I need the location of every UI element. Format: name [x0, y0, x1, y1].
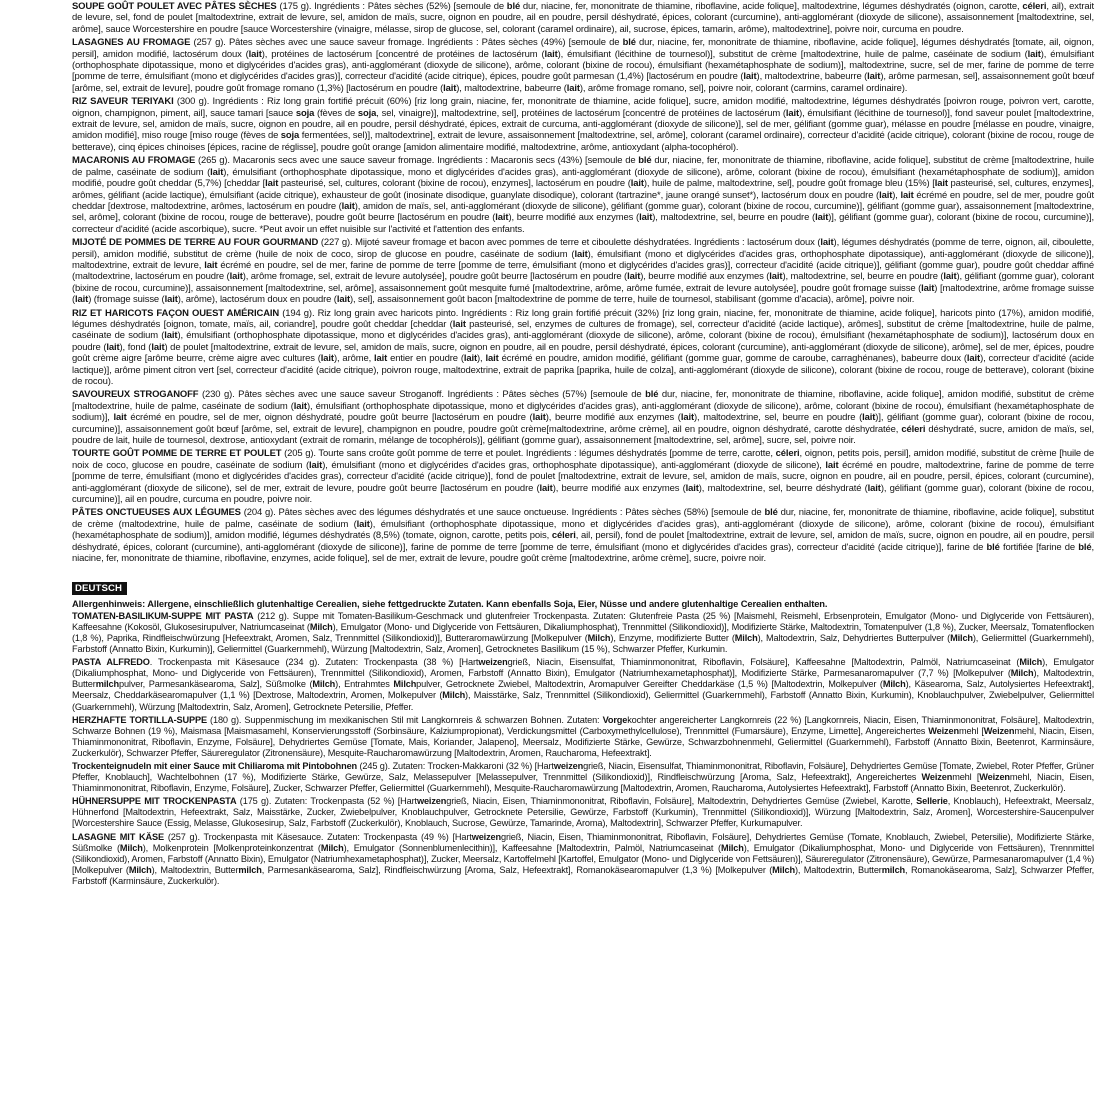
allergen-highlight: lait [680, 412, 694, 424]
allergen-highlight: lait [75, 294, 89, 306]
allergen-highlight: lait [867, 71, 881, 83]
allergen-highlight: lait [769, 271, 783, 283]
allergen-highlight: blé [506, 1, 521, 12]
ingredient-text: (204 g). Pâtes sèches avec des légumes déshydratés et une sauce onctueuse. Ingrédients : Pâtes sèches (58%) [semoule de blé dur, niacine, fer, mononitrate de thiamine, riboflavine, acide folique], substitut de crème (maltodextrine, huile de palme, caséinate de sodium (lait), émulsifiant (orthophosphate dipotassique, mono et diglycérides d'acides gras), anti-agglomérant (dioxyde de silicone), arôme, colorant (bixine de rocou), émulsifiant (hexamétaphosphate de sodium)], amidon modifié, légumes déshydratés (8,5%) (tomate, oignon, carotte, petits pois, céleri, ail, persil), fond de poulet [maltodextrine, extrait de levure, sel, amidon de maïs, sucre, oignon en poudre, ail en poudre, persil déshydraté, épices, colorant (curcumine), anti-agglomérant (dioxyde de silicone)], farine de pomme de terre [pomme de terre, émulsifiant (mono et diglycérides d'acides gras), correcteur d'acidité (acide citrique)], farine de blé fortifiée [farine de blé, niacine, fer, mononitrate de thiamine, riboflavine, enzymes, acide folique], sel de mer, extrait de levure, poudre goût crème [maltodextrine, arôme crème], sucre, poivre noir. [72, 507, 1095, 565]
allergen-highlight: lait [532, 412, 546, 424]
german-ingredient-list [72, 578, 1094, 888]
allergen-highlight: Weizen [928, 725, 959, 736]
allergen-highlight: lait [229, 271, 243, 283]
allergen-highlight: blé [764, 507, 778, 519]
allergen-highlight: lait [463, 353, 478, 365]
allergen-highlight: blé [645, 389, 659, 401]
ingredient-text: (180 g). Suppenmischung im mexikanischen Stil mit Langkornreis & schwarzen Bohnen. Zutaten: Vorgekochter angereicherter Langkornreis (22 %) [Langkornreis, Niacin, Eisen, Thiaminmononitrat, Folsäure], Maltodextrin, Schwarze Bohnen (19 %), Maismasa [Maismasamehl, Konservierungsstoff (Sorbinsäure, Kalziumpropionat), Verdickungsmittel (Carboxymethylcellulose), Trennmittel (Fumarsäure), Enzyme, Limette], Angereichertes Weizenmehl [Weizenmehl, Niacin, Eisen, Thiaminmononitrat, Riboflavin, Enzyme, Folsäure], Dehydriertes Gemüse [Tomate, Mais, Koriander, Jalapeno], Meersalz, Modifizierte Stärke, Gewürze, Schwarzbohnenmehl, Geliermittel (Guarkernmehl), Farbstoff (Annatto Bixin, Beetenrot, Karminsäure, Zuckerkulör), Schwarzer Pfeffer, Säureregulator (Zitronensäure), Mesquite-Raucharomawürzung [Maltodextrin, Aromen, Raucharoma, Hefeextrakt]. [72, 714, 1095, 758]
allergen-highlight: lait [210, 166, 224, 178]
allergen-highlight: Weizen [979, 772, 1010, 783]
allergen-highlight: lait [443, 82, 457, 94]
allergen-highlight: lait [566, 82, 580, 94]
allergen-highlight: Milch [309, 621, 333, 632]
ingredient-text: (212 g). Suppe mit Tomaten-Basilikum-Geschmack und glutenfreier Trockenpasta. Zutaten: Glutenfreie Pasta (25 %) [Maismehl, Reismehl, Erbsenprotein, Emulgator (Mono- und Diglyceride von Fettsäuren), Kaffeesahne (Kokosöl, Glukosesirupulver, Natriumcaseinat (Milch), Emulgator (Mono- und Diglyceride von Fettsäuren, Dikaliumphosphat), Trennmittel (Silikondioxid)], Modifizierte Stärke, Maltodextrin, Tomatenpulver (1,8 %), Zucker, Meersalz, Tomatenflocken (1,8 %), Paprika, Rindfleischwürzung [Hefeextrakt, Aromen, Salz, Trennmittel (Silikondioxid)], Butteraromawürzung [Molkepulver (Milch), Enzyme, modifizierte Butter (Milch), Maltodextrin, Salz, Dehydriertes Butterpulver (Milch), Geliermittel (Guarkernmehl), Farbstoff (Annatto Bixin, Kurkumin)], Geliermittel (Guarkernmehl), Würzung [Maltodextrin, Salz, Aromen], Getrocknetes Basilikum (15 %), Schwarzer Pfeffer, Kurkumin. [72, 610, 1094, 655]
product-name: MACARONIS AU FROMAGE [72, 155, 196, 167]
allergen-highlight: lait [151, 341, 165, 353]
allergen-highlight: Milch [882, 679, 906, 690]
french-ingredient-list [72, 1, 1094, 565]
allergen-highlight: soja [357, 107, 377, 119]
allergen-highlight: céleri [551, 530, 576, 542]
allergen-highlight: lait [248, 48, 262, 60]
allergen-highlight: lait [627, 271, 641, 283]
product-entry [72, 308, 1094, 388]
product-entry [72, 448, 1094, 505]
allergen-highlight: lait [685, 482, 699, 494]
allergen-highlight: lait [820, 237, 834, 249]
product-entry [72, 37, 1094, 94]
ingredient-text: (257 g). Pâtes sèches avec une sauce saveur fromage. Ingrédients : Pâtes sèches (49%) [semoule de blé dur, niacine, fer, mononitrate de thiamine, riboflavine, acide folique], légumes déshydratés [tomate, ail, oignon, persil], amidon modifié, lactosérum doux (lait), protéines de lactosérum [concentré de protéines de lactosérum (lait), émulsifiant (lécithine de tournesol)], substitut de crème [maltodextrine, huile de palme, caséinate de sodium (lait), émulsifiant (orthophosphate dipotassique, mono et diglycérides d'acides gras), anti-agglomérant (dioxyde de silicone), arôme, colorant (bixine de rocou), émulsifiant (hexamétaphosphate de sodium)], maltodextrine, sucre, sel de mer, farine de pomme de terre [pomme de terre, émulsifiant (mono et diglycérides d'acides gras)], correcteur d'acidité (acide citrique), épices, poudre goût parmesan (1,4%) [lactosérum en poudre (lait), maltodextrine, babeurre (lait), arôme parmesan, sel], assaisonnement goût bœuf [arôme, sel, extrait de levure], poudre goût fromage romano (1,3%) [lactosérum en poudre (lait), maltodextrine, babeurre (lait), arôme fromage romano, sel], poivre noir, colorant (carmins, caramel ordinaire). [72, 37, 1095, 94]
allergen-highlight: lait [204, 259, 218, 271]
allergen-highlight: lait [309, 459, 323, 471]
allergen-highlight: blé [638, 155, 652, 167]
product-name: Trockenteignudeln mit einer Sauce mit Chiliaroma mit Pintobohnen [72, 761, 358, 772]
ingredient-text: (300 g). Ingrédients : Riz long grain fortifié précuit (60%) [riz long grain, niacine, fer, mononitrate de thiamine, acide folique], sucre, amidon modifié, maltodextrine, légumes déshydratés [poivron rouge, poivron vert, carotte, oignon, champignon, piment, ail], sauce tamari [sauce soja (fèves de soja, sel, vinaigre)], maltodextrine, sel], protéines de lactosérum [concentré de protéines de lactosérum (lait), émulsifiant (lécithine de tournesol)], fond saveur poulet [maltodextrine, extrait de levure, sel, amidon de maïs, sucre, oignon en poudre, ail en poudre, persil déshydraté, épices, extrait de curcuma, anti-agglomérant (dioxyde de silicone)], sel de mer, gélifiant (gomme guar), mélasse en poudre [mélasse en poudre, vinaigre, amidon modifié], miso rouge [miso rouge (fèves de soja fermentées, sel)], maltodextrine], extrait de levure, assaisonnement [maltodextrine, sel, arôme], colorant (caramel ordinaire), correcteur d'acidité (acide citrique), colorant (bixine de rocou, rouge de betterave), cinq épices chinoises [épices, racine de réglisse], poudre goût orange [amidon alimentaire modifié, maltodextrine, arôme, antioxydant (alpha-tocophérol). [72, 96, 1095, 153]
allergen-highlight: lait [879, 189, 893, 201]
product-entry [72, 507, 1094, 564]
product-entry [72, 796, 1094, 829]
allergen-highlight: lait [630, 178, 644, 190]
allergen-highlight: lait [1027, 48, 1041, 60]
product-name: RIZ SAVEUR TERIYAKI [72, 96, 174, 108]
allergen-highlight: Weizen [921, 772, 953, 783]
allergen-highlight: soja [295, 107, 315, 119]
allergen-highlight: lait [921, 282, 935, 294]
allergen-highlight: céleri [775, 448, 800, 460]
allergen-highlight: weizen [416, 796, 447, 807]
product-entry [72, 237, 1094, 305]
allergen-highlight: lait [966, 353, 981, 365]
allergen-highlight: lait [539, 482, 553, 494]
allergen-highlight: Milch [119, 842, 143, 853]
product-name: HERZHAFTE TORTILLA-SUPPE [72, 714, 207, 725]
allergen-highlight: lait [293, 400, 307, 412]
allergen-highlight: lait [341, 200, 355, 212]
allergen-highlight: lait [336, 294, 350, 306]
allergen-highlight: lait [265, 178, 279, 190]
allergen-highlight: weizen [553, 761, 584, 772]
product-entry [72, 657, 1094, 712]
allergen-highlight: Milch [720, 842, 744, 853]
ingredient-text: (205 g). Tourte sans croûte goût pomme de terre et poulet. Ingrédients : légumes déshydratés [pomme de terre, carotte, céleri, oignon, petits pois, persil], amidon modifié, substitut de crème [huile de noix de coco, glucose en poudre, caséinate de sodium (lait), émulsifiant (mono et diglycérides d'acides gras, orthophosphate dipotassique), anti-agglomérant (dioxyde de silicone), lait écrémé en poudre, maltodextrine, farine de pomme de terre [pomme de terre, émulsifiant (mono et diglycérides d'acides gras), correcteur d'acidité (acide citrique)], fond de poulet [maltodextrine, extrait de levure, sel, amidon de maïs, sucre, oignon en poudre, ail en poudre, persil, épices, colorant (curcumine), anti-agglomérant (dioxyde de silicone), sel de mer, extrait de levure, poudre goût beurre [lactosérum en poudre (lait), beurre modifié aux enzymes (lait), maltodextrine, sel, beurre déshydraté (lait), gélifiant (gomme guar), colorant (bixine de rocou, curcumine)], ail en poudre, curcuma en poudre, poivre noir. [72, 448, 1094, 506]
allergen-highlight: Milch [128, 864, 152, 875]
allergen-highlight: lait [106, 341, 120, 353]
product-entry [72, 389, 1094, 446]
ingredient-text: . Trockenpasta mit Käsesauce (234 g). Zutaten: Trockenpasta (38 %) [Hartweizengrieß, Niacin, Eisensulfat, Thiaminmononitrat, Riboflavin, Folsäure], Kaffeesahne [Maltodextrin, Palmöl, Natriumcaseinat (Milch), Emulgator (Dikaliumphosphat, Mono- und Diglyceride von Fettsäuren), Trennmittel (Silikondioxid), Aromen, Farbstoff (Annatto Bixin), Emulgator (Natriumhexametaphosphat)], Modifizierte Stärke, Parmesanaromapulver (7,7 %) [Molkepulver (Milch), Maltodextrin, Buttermilchpulver, Parmesankäsearoma, Salz], Süßmolke (Milch), Entrahmtes Milchpulver, Getrocknete Zwiebel, Maltodextrin, Aromapulver Gereifter Cheddarkäse (1,5 %) [Maltodextrin, Molkepulver (Milch), Käsearoma, Salz, Autolysiertes Hefeextrakt], Meersalz, Cheddarkäsearomapulver (1,1 %) [Dextrose, Maltodextrin, Aromen, Molkepulver (Milch), Maisstärke, Salz, Trennmittel (Silikondioxid), Geliermittel (Guarkernmehl), Farbstoff (Annatto Bixin, Kurkumin), Knoblauchpulver, Zwiebelpulver, Geliermittel (Guarkernmehl), Würzung [Maltodextrin, Salz, Aromen], Getrocknete Petersilie, Pfeffer. [72, 657, 1094, 712]
allergen-highlight: lait [867, 482, 881, 494]
allergen-highlight: lait [164, 294, 178, 306]
product-entry [72, 1, 1094, 35]
allergen-highlight: lait [900, 189, 914, 201]
allergen-highlight: Milch [312, 679, 336, 690]
allergen-highlight: Milch [772, 864, 795, 875]
product-name: LASAGNE MIT KÄSE [72, 831, 165, 842]
allergen-highlight: lait [639, 212, 653, 224]
ingredient-text: (245 g). Zutaten: Trocken-Makkaroni (32 %) [Hartweizengrieß, Niacin, Eisensulfat, Thiaminmononitrat, Riboflavin, Folsäure], Dehydriertes Gemüse [Tomate, Zwiebel, Roter Pfeffer, Grüner Pfeffer, Knoblauch], Wachtelbohnen (17 %), Modifizierte Stärke, Gewürze, Salz, Melassepulver [Melassepulver, Trennmittel (Silikondioxid)], Rindfleischwürzung [Aroma, Salz, Hefeextrakt], Angereichertes Weizenmehl [Weizenmehl, Niacin, Eisen, Thiaminmononitrat, Riboflavin, Enzyme, Folsäure], Zucker, Schwarzer Pfeffer, Geliermittel (Guarkernmehl), Mesquite-Raucharomawürzung [Maltodextrin, Aromen, Raucharoma, Autolysiertes Hefeextrakt], Farbstoff (Annatto Bixin, Beetenrot, Zuckerkulör). [72, 761, 1095, 794]
allergen-highlight: lait [815, 212, 829, 224]
product-name: LASAGNES AU FROMAGE [72, 37, 191, 49]
allergen-highlight: blé [622, 37, 636, 49]
allergen-highlight: milch [95, 679, 119, 690]
allergen-highlight: Milch [950, 632, 973, 643]
allergen-highlight: céleri [1022, 1, 1047, 12]
allergen-highlight: lait [862, 412, 876, 424]
allergen-highlight: lait [356, 518, 370, 530]
ingredient-text: (265 g). Macaronis secs avec une sauce saveur fromage. Ingrédients : Macaronis secs (43%) [semoule de blé dur, niacine, fer, mononitrate de thiamine, riboflavine, acide folique], substitut de crème [maltodextrine, huile de palme, caséinate de sodium (lait), émulsifiant (orthophosphate dipotassique, mono et diglycérides d'acides gras), anti-agglomérant (dioxyde de silicone), arôme, colorant (bixine de rocou), émulsifiant (hexamétaphosphate de sodium)], amidon modifié, poudre goût cheddar (5,7%) [cheddar [lait pasteurisé, sel, cultures, colorant (bixine de rocou), enzymes], lactosérum en poudre (lait), huile de palme, maltodextrine, sel], poudre goût fromage bleu (15%) [lait pasteurisé, sel, cultures, enzymes], arômes, gélifiant (acide lactique), émulsifiant (acide citrique), exhausteur de goût (inosinate disodique, guanylate disodique), colorant (tartrazine*, jaune orangé sunset*), lactosérum doux en poudre (lait), lait écrémé en poudre, sel de mer, poudre goût cheddar [dextrose, maltodextrine, arômes, lactosérum en poudre (lait), amidon de maïs, sel, anti-agglomérant (dioxyde de silicone), gélifiant (gomme guar), colorant (bixine de rocou, curcumine)], gélifiant (gomme guar), assaisonnement [maltodextrine, sel, arôme], colorant (bixine de rocou, rouge de betterave), poudre goût beurre [lactosérum en poudre (lait), beurre modifié aux enzymes (lait), maltodextrine, sel, beurre en poudre (lait)], gélifiant (gomme guar), colorant (bixine de rocou, curcumine)], correcteur d'acidité (acide ascorbique), sucre. *Peut avoir un effet nuisible sur l'activité et l'attention des enfants. [72, 155, 1094, 235]
allergen-notice: Allergenhinweis: Allergene, einschließlich glutenhaltige Cerealien, siehe fettgedruckte Zutaten. Kann ebenfalls Soja, Eier, Nüsse und andere glutenhaltige Cerealien enthalten. [72, 597, 828, 609]
allergen-highlight: blé [986, 541, 1000, 553]
language-badge: DEUTSCH [72, 582, 127, 595]
allergen-highlight: lait [485, 353, 499, 365]
allergen-highlight: lait [320, 353, 334, 365]
allergen-highlight: Milch [587, 632, 611, 643]
product-name: MIJOTÉ DE POMMES DE TERRE AU FOUR GOURMAND [72, 237, 319, 249]
ingredient-text: (227 g). Mijoté saveur fromage et bacon avec pommes de terre et ciboulette déshydratées. Ingrédients : lactosérum doux (lait), légumes déshydratés (pomme de terre, oignon, ail, ciboulette, persil), amidon modifié, substitut de crème (huile de noix de coco, sirop de glucose en poudre, caséinate de sodium (lait), émulsifiant (mono et diglycérides d'acides gras, orthophosphate dipotassique), anti-agglomérant (dioxyde de silicone)], maltodextrine, extrait de levure, lait écrémé en poudre, sel de mer, farine de pomme de terre [pomme de terre, émulsifiant (mono et diglycérides d'acides gras)], correcteur d'acidité (acide citrique)], gélifiant (gomme guar), poudre goût cheddar affiné (maltodextrine, lactosérum en poudre (lait), arôme fromage, sel, extrait de levure autolysée], poudre goût beurre [lactosérum en poudre (lait), beurre modifié aux enzymes (lait), maltodextrine, sel, beurre en poudre (lait), gélifiant (gomme guar), colorant (bixine de rocou, curcumine)], assaisonnement [maltodextrine, sel, arôme], assaisonnement goût mesquite fumé [maltodextrine, arôme, arôme fumée, extrait de levure autolysée], poudre goût fromage suisse (lait) [maltodextrine, arôme fromage suisse (lait) (fromage suisse (lait), arôme), lactosérum doux en poudre (lait), sel], assaisonnement goût bacon [maltodextrine de pomme de terre, huile de tournesol, stabilisant (gomme d'acacia), arôme], poivre noir. [72, 237, 1094, 306]
product-name: TOMATEN-BASILIKUM-SUPPE MIT PASTA [72, 610, 254, 621]
product-entry [72, 832, 1094, 887]
product-entry [72, 761, 1094, 794]
allergen-highlight: blé [1078, 541, 1092, 553]
ingredient-text: (175 g). Ingrédients : Pâtes sèches (52%) [semoule de blé dur, niacine, fer, mononitrate de thiamine, riboflavine, acide folique], maltodextrine, légumes déshydratés (oignon, carotte, céleri, ail), extrait de levure, sel, fond de poulet [maltodextrine, extrait de levure, sel, amidon de maïs, sucre, oignon en poudre, ail en poudre, persil déshydraté, épices, colorant (curcumine), anti-agglomérant (dioxyde de silicone), assaisonnement [maltodextrine, sel, arôme], sauce Worcestershire en poudre [sauce Worcestershire (vinaigre, mélasse, sirop de glucose, sel, colorant (caramel ordinaire), ail, sucrose, épices, tamarin, arôme), maltodextrine], poivre noir, curcuma en poudre. [72, 1, 1095, 35]
allergen-highlight: lait [374, 353, 388, 365]
product-name: PASTA ALFREDO [72, 657, 150, 668]
allergen-highlight: lait [495, 212, 509, 224]
allergen-highlight: lait [934, 178, 948, 190]
allergen-highlight: weizen [478, 657, 508, 668]
allergen-highlight: lait [825, 459, 839, 471]
product-name: SAVOUREUX STROGANOFF [72, 389, 199, 401]
allergen-highlight: lait [164, 330, 178, 342]
ingredient-text: (257 g). Trockenpasta mit Käsesauce. Zutaten: Trockenpasta (49 %) [Hartweizengrieß, Niacin, Eisen, Thiaminmononitrat, Riboflavin, Folsäure], Dehydriertes Gemüse (Tomate, Knoblauch, Zwiebel, Petersilie), Modifizierte Stärke, Süßmolke (Milch), Molkenprotein [Molkenproteinkonzentrat (Milch), Emulgator (Sonnenblumenlecithin)], Kaffeesahne [Maltodextrin, Palmöl, Natriumcaseinat (Milch), Emulgator (Dikaliumphosphat, Mono- und Diglyceride von Fettsäuren), Trennmittel (Silikondioxid), Aromen, Farbstoff (Annatto Bixin), Emulgator (Natriumhexametaphosphat)], Zucker, Meersalz, Kartoffelmehl [Kartoffel, Emulgator (Mono- und Diglyceride von Fettsäuren)], Säureregulator (Zitronensäure), Gewürze, Parmesanaromapulver (1,4 %) [Molkepulver (Milch), Maltodextrin, Buttermilch, Parmesankäsearoma, Salz], Rindfleischwürzung [Aroma, Salz, Hefeextrakt], Romanokäsearomapulver (1,3 %) [Molkepulver (Milch), Maltodextrin, Buttermilch, Romanokäsearoma, Salz], Schwarzer Pfeffer, Farbstoff (Karminsäure, Zuckerkulör). [72, 831, 1095, 886]
allergen-highlight: lait [452, 318, 466, 330]
allergen-highlight: Vorge [602, 714, 628, 725]
allergen-highlight: Milch [1019, 657, 1043, 668]
allergen-highlight: lait [743, 71, 757, 83]
allergen-highlight: lait [785, 107, 800, 119]
allergen-highlight: Milch [1010, 668, 1034, 679]
allergen-highlight: lait [943, 271, 957, 283]
ingredient-text: (175 g). Zutaten: Trockenpasta (52 %) [Hartweizengrieß, Niacin, Eisen, Thiaminmononitrat, Riboflavin, Folsäure], Maltodextrin, Dehydriertes Gemüse (Zwiebel, Karotte, Sellerie, Knoblauch), Hefeextrakt, Meersalz, Hühnerfond [Maltodextrin, Hefeextrakt, Salz, Maisstärke, Zucker, Zwiebelpulver, Knoblauchpulver, Getrocknete Petersilie, Gewürze, Farbstoff (Kurkumin), Trennmittel (Silikondioxid)], Würzung [Maltodextrin, Salz, Aromen], Worcestershire-Saucenpulver [Worcestershire Sauce (Essig, Melasse, Glukosesirup, Salz, Farbstoff (Zuckerkulör), Knoblauch, Sucrose, Gewürze, Tamarinde, Aroma), Maltodextrin], Schwarzer Pfeffer, Kurkumapulver. [72, 796, 1094, 829]
allergen-highlight: lait [574, 248, 588, 260]
allergen-highlight: Weizen [983, 725, 1015, 736]
product-entry [72, 96, 1094, 153]
product-entry [72, 715, 1094, 759]
allergen-highlight: Milch [442, 690, 466, 701]
allergen-highlight: lait [113, 412, 127, 424]
product-name: TOURTE GOÛT POMME DE TERRE ET POULET [72, 448, 282, 460]
product-entry [72, 611, 1094, 655]
product-entry [72, 155, 1094, 235]
ingredient-text: (230 g). Pâtes sèches avec une sauce saveur Stroganoff. Ingrédients : Pâtes sèches (57%) [semoule de blé dur, niacine, fer, mononitrate de thiamine, riboflavine, acide folique], amidon modifié, substitut de crème [maltodextrine, huile de palme, caséinate de sodium (lait), émulsifiant (orthophosphate dipotassique, mono et diglycérides d'acides gras), anti-agglomérant (dioxyde de silicone), arôme, colorant (bixine de rocou), émulsifiant (hexamétaphosphate de sodium)], lait écrémé en poudre, sel de mer, oignon déshydraté, poudre goût beurre [lactosérum en poudre (lait), beurre modifié aux enzymes (lait), maltodextrine, sel, beurre en poudre (lait)], gélifiant (gomme guar), colorant (bixine de rocou, curcumine)], assaisonnement goût bœuf [arôme, sel, extrait de levure], champignon en poudre, poudre goût crème[maltodextrine, arôme crème], ail en poudre, oignon déshydraté, carotte déshydratée, céleri déshydraté, sucre, amidon de maïs, sel, poudre de lait, huile de tournesol, dextrose, antioxydant (extrait de romarin, mélange de tocophérols)], gélifiant (gomme guar), assaisonnement [maltodextrine, sel, arôme], sucre, sel, poivre noir. [72, 389, 1094, 447]
product-name: PÂTES ONCTUEUSES AUX LÉGUMES [72, 507, 241, 519]
allergen-highlight: céleri [901, 423, 926, 435]
product-name: RIZ ET HARICOTS FAÇON OUEST AMÉRICAIN [72, 307, 280, 319]
allergen-highlight: Milch [320, 842, 344, 853]
product-name: HÜHNERSUPPE MIT TROCKENPASTA [72, 796, 237, 807]
allergen-highlight: Sellerie [916, 796, 948, 807]
product-name: SOUPE GOÛT POULET AVEC PÂTES SÈCHES [72, 1, 277, 12]
ingredient-text: (194 g). Riz long grain avec haricots pinto. Ingrédients : Riz long grain fortifié précuit (32%) [riz long grain, niacine, fer, mononitrate de thiamine, acide folique], haricots pinto (17%), amidon modifié, légumes déshydratés [oignon, tomate, maïs, ail, coriandre], poudre goût cheddar [cheddar (lait pasteurisé, sel, enzymes de cultures de fromage), sel, correcteur d'acidité (acide lactique), arômes], substitut de crème [maltodextrine, huile de palme, caséinate de sodium (lait), émulsifiant (orthophosphate dipotassique, mono et diglycérides d'acides gras), anti-agglomérant (dioxyde de silicone), arôme, colorant (bixine de rocou), émulsifiant (hexamétaphosphate de sodium)], lactosérum doux en poudre (lait), fond (lait) de poulet [maltodextrine, extrait de levure, sel, amidon de maïs, sucre, oignon en poudre, ail en poudre, persil déshydraté, épices, colorant (curcumine), anti-agglomérant (dioxyde de silicone), arôme], sel de mer, épices, poudre goût crème aigre [arôme beurre, crème aigre avec cultures (lait), arôme, lait entier en poudre (lait), lait écrémé en poudre, amidon modifié, gélifiant (gomme guar, gomme de caroube, carraghénanes), babeurre doux (lait), correcteur d'acidité (acide lactique)], arôme piment citron vert [sel, correcteur d'acidité (acide citrique), poivron rouge, maltodextrine, extrait de paprika [paprika, huile de colza], anti-agglomérant (dioxyde de silicone), colorant (bixine de rocou, rouge de betterave), colorant (bixine de rocou). [72, 307, 1095, 387]
allergen-highlight: Milch [734, 632, 758, 643]
allergen-highlight: milch [238, 864, 262, 875]
allergen-highlight: milch [881, 864, 906, 875]
allergen-highlight: weizen [471, 831, 501, 842]
allergen-highlight: soja [280, 130, 300, 142]
allergen-highlight: lait [544, 48, 558, 60]
allergen-highlight: Milch [393, 679, 417, 690]
